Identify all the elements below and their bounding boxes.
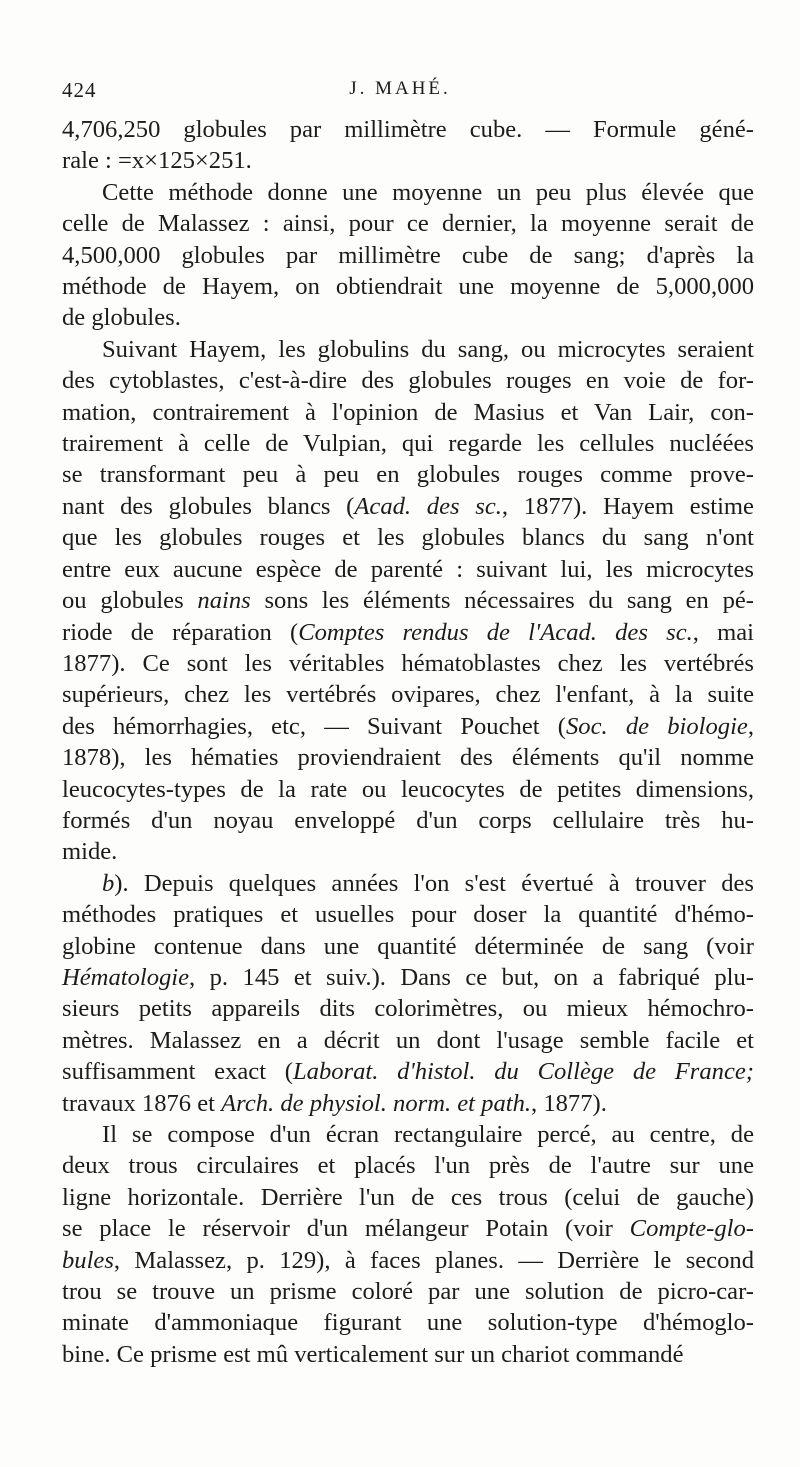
text-run: supérieurs, chez les vertébrés ovipares, chez l'enfant, à la suite (62, 681, 754, 709)
text-run: Il se compose d'un écran rectangulaire percé, au centre, de (102, 1121, 754, 1148)
text-line (62, 774, 754, 805)
text-line (62, 491, 754, 522)
text-run: formés d'un noyau enveloppé d'un corps cellulaire très hu- (62, 806, 754, 834)
text-run: ligne horizontale. Derrière l'un de ces trous (celui de gauche) (62, 1183, 754, 1211)
text-run: ou globules (62, 587, 198, 615)
paragraph-p2 (62, 177, 754, 334)
text-run: 1877). Ce sont les véritables hématoblastes chez les vertébrés (62, 649, 754, 677)
text-line (62, 428, 754, 459)
text-line (62, 805, 754, 836)
text-run: , 1877). (531, 1089, 607, 1117)
italic-text: Comptes rendus de l'Acad. des sc. (298, 618, 693, 646)
text-run: méthode de Hayem, on obtiendrait une moyenne de 5,000,000 (62, 273, 754, 301)
text-run: , p. 145 et suiv.). Dans ce but, on a fabriqué plu- (189, 963, 754, 991)
text-line (62, 459, 754, 490)
text-line (62, 397, 754, 428)
text-run: travaux 1876 et (62, 1089, 222, 1117)
text-line (62, 711, 754, 742)
italic-text: Acad. des sc. (354, 492, 502, 520)
text-line (62, 899, 754, 930)
text-run: rale : =x×125×251. (62, 147, 252, 175)
paragraph-p3 (62, 334, 754, 868)
text-line (62, 931, 754, 962)
text-line (62, 177, 754, 208)
text-line (62, 1276, 754, 1307)
text-run: nant des globules blancs ( (62, 492, 355, 520)
text-run: deux trous circulaires et placés l'un près de l'autre sur une (62, 1152, 754, 1180)
text-run: sieurs petits appareils dits colorimètres, ou mieux hémochro- (62, 995, 754, 1023)
text-run: bine. Ce prisme est mû verticalement sur un chariot commandé (62, 1340, 684, 1368)
text-line (62, 145, 754, 176)
paragraph-p1 (62, 114, 754, 177)
italic-text: Compte-glo- (629, 1215, 754, 1243)
paragraph-p4 (62, 868, 754, 1119)
text-run: Cette méthode donne une moyenne un peu plus élevée que (102, 178, 754, 206)
text-run: se transformant peu à peu en globules rouges comme prove- (62, 461, 754, 489)
text-run: , 1877). Hayem estime (501, 492, 754, 520)
text-run: des hémorrhagies, etc, — Suivant Pouchet ( (62, 712, 566, 740)
text-line (62, 962, 754, 993)
text-run: sons les éléments nécessaires du sang en pé- (250, 587, 754, 615)
text-run: leucocytes-types de la rate ou leucocytes de petites dimensions, (62, 775, 754, 803)
italic-text: Laborat. d'histol. du Collège de France; (292, 1058, 754, 1086)
italic-text: bules (62, 1246, 114, 1274)
text-line (62, 993, 754, 1024)
text-run: celle de Malassez : ainsi, pour ce dernier, la moyenne serait de (62, 210, 754, 238)
text-line (62, 1150, 754, 1181)
text-run: trou se trouve un prisme coloré par une solution de picro-car- (62, 1278, 754, 1306)
text-line (62, 617, 754, 648)
text-run: ). Depuis quelques années l'on s'est évertué à trouver des (114, 869, 754, 897)
text-line (62, 208, 754, 239)
text-line (62, 836, 754, 867)
text-run: minate d'ammoniaque figurant une solution-type d'hémoglo- (62, 1309, 754, 1337)
text-run: se place le réservoir d'un mélangeur Potain (voir (62, 1215, 630, 1243)
text-line (62, 1088, 754, 1119)
text-line (62, 742, 754, 773)
text-run: méthodes pratiques et usuelles pour doser la quantité d'hémo- (62, 901, 754, 929)
text-run: entre eux aucune espèce de parenté : suivant lui, les microcytes (62, 555, 754, 583)
text-line (62, 271, 754, 302)
text-line (62, 1119, 754, 1150)
text-line (62, 1245, 754, 1276)
text-run: trairement à celle de Vulpian, qui regarde les cellules nucléées (62, 430, 754, 458)
page-number: 424 (62, 78, 97, 102)
text-line (62, 1213, 754, 1244)
text-line (62, 240, 754, 271)
text-line (62, 302, 754, 333)
text-line (62, 365, 754, 396)
italic-text: Arch. de physiol. norm. et path. (221, 1089, 532, 1117)
text-run: mètres. Malassez en a décrit un dont l'usage semble facile et (62, 1026, 754, 1054)
text-run: , mai (692, 618, 754, 646)
text-line (62, 522, 754, 553)
text-run: 4,706,250 globules par millimètre cube. — Formule géné- (62, 116, 754, 143)
text-run: mide. (62, 838, 118, 866)
text-run: 1878), les hématies proviendraient des éléments qu'il nomme (62, 744, 754, 772)
running-head: J. MAHÉ. (349, 78, 451, 99)
page-header (62, 78, 738, 108)
text-run: suffisamment exact ( (62, 1058, 293, 1086)
text-run: globine contenue dans une quantité déterminée de sang (voir (62, 932, 754, 960)
paragraph-p5 (62, 1119, 754, 1370)
text-line (62, 648, 754, 679)
text-run: de globules. (62, 304, 181, 332)
text-line (62, 679, 754, 710)
text-run: Suivant Hayem, les globulins du sang, ou microcytes seraient (102, 335, 754, 363)
text-line (62, 114, 754, 145)
text-line (62, 1182, 754, 1213)
text-line (62, 585, 754, 616)
body-text (62, 114, 754, 1370)
text-run: que les globules rouges et les globules blancs du sang n'ont (62, 524, 754, 552)
text-line (62, 1025, 754, 1056)
text-line (62, 1056, 754, 1087)
text-line (62, 554, 754, 585)
text-line (62, 868, 754, 899)
italic-text: Hématologie (62, 963, 190, 991)
text-line (62, 1339, 754, 1370)
italic-text: b (102, 869, 115, 897)
text-run: des cytoblastes, c'est-à-dire des globules rouges en voie de for- (62, 367, 754, 395)
text-run: riode de réparation ( (62, 618, 299, 646)
text-run: 4,500,000 globules par millimètre cube de sang; d'après la (62, 241, 754, 269)
text-run: , Malassez, p. 129), à faces planes. — Derrière le second (113, 1246, 754, 1274)
italic-text: nains (197, 587, 251, 615)
text-run: , (747, 712, 754, 740)
text-line (62, 1307, 754, 1338)
text-line (62, 334, 754, 365)
italic-text: Soc. de biologie (565, 712, 748, 740)
text-run: mation, contrairement à l'opinion de Masius et Van Lair, con- (62, 398, 754, 426)
